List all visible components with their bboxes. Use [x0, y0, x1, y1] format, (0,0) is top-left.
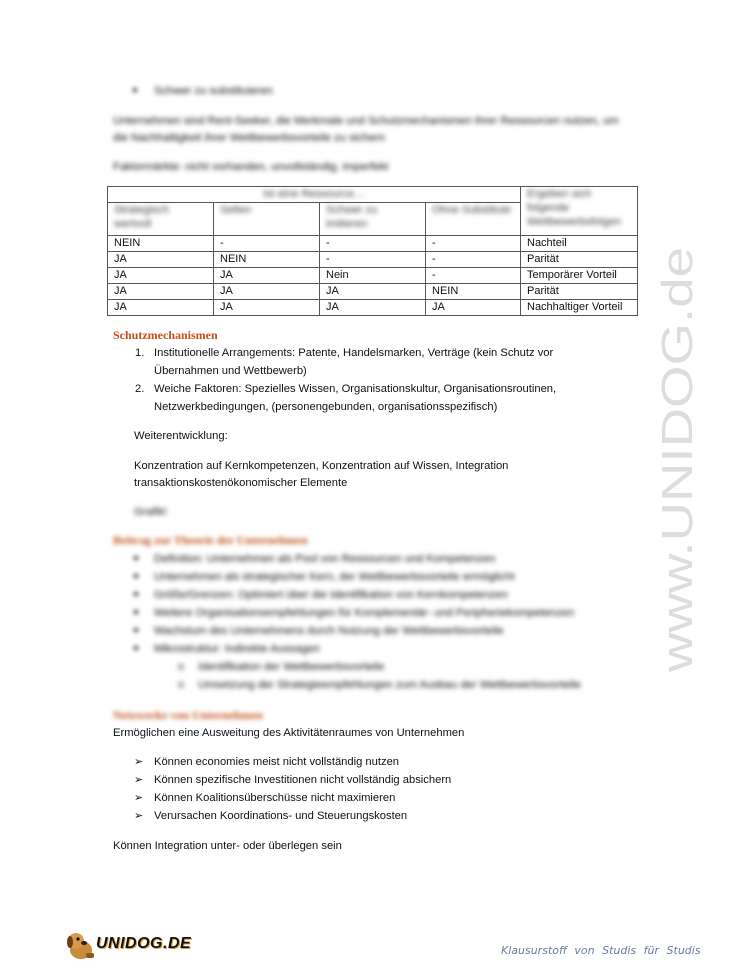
list-item: ➢ Verursachen Koordinations- und Steuerungskosten — [134, 807, 451, 825]
netzwerke-arrow-list — [134, 753, 451, 825]
table-header-col: Schwer zu imitieren — [320, 203, 426, 236]
watermark-text: www.UNIDOG.de — [653, 329, 702, 672]
arrow-bullet-icon: ➢ — [134, 756, 144, 768]
list-item: Definition: Unternehmen als Pool von Ressourcen und Kompetenzen — [134, 550, 581, 568]
table-cell: Nachteil — [521, 236, 638, 252]
table-cell: Nachhaltiger Vorteil — [521, 300, 638, 316]
watermark — [626, 240, 716, 680]
resource-table — [107, 186, 638, 316]
table-cell: - — [320, 236, 426, 252]
list-item: Weitere Organisationsempfehlungen für Komplementär- und Peripheriekompetenzen — [134, 604, 581, 622]
unidog-logo — [64, 928, 194, 962]
table-cell: - — [426, 268, 521, 284]
table-cell: Parität — [521, 284, 638, 300]
table-cell: JA — [214, 284, 320, 300]
blurred-factor-markets: Faktormärkte: nicht vorhanden, unvollständig, imperfekt — [113, 161, 389, 173]
sub-list-item: Identifikation der Wettbewerbsvorteile — [134, 658, 581, 676]
table-cell: - — [214, 236, 320, 252]
table-cell: JA — [108, 268, 214, 284]
table-header-col: Ohne Substitute — [426, 203, 521, 236]
table-row — [108, 252, 638, 268]
weiterentwicklung-label: Weiterentwicklung: — [134, 430, 228, 442]
blurred-bullet-item: Schwer zu substituieren — [134, 82, 273, 100]
beitrag-bullet-list — [134, 550, 581, 694]
footer-tagline: Klausurstoff von Studis für Studis — [501, 944, 701, 957]
arrow-bullet-icon: ➢ — [134, 810, 144, 822]
arrow-bullet-icon: ➢ — [134, 774, 144, 786]
table-cell: NEIN — [426, 284, 521, 300]
table-row — [108, 284, 638, 300]
table-cell: JA — [108, 300, 214, 316]
table-header-col: Strategisch wertvoll — [108, 203, 214, 236]
dog-mascot-icon — [64, 928, 98, 962]
table-cell: JA — [320, 284, 426, 300]
table-header-group: Ist eine Ressource… — [108, 187, 521, 203]
table-row — [108, 300, 638, 316]
arrow-bullet-icon: ➢ — [134, 792, 144, 804]
section-heading-netzwerke: Netzwerke von Unternehmen — [113, 708, 263, 722]
blurred-paragraph-line-2: die Nachhaltigkeit ihrer Wettbewerbsvorteile zu sichern — [113, 132, 386, 144]
weiterentwicklung-line: Konzentration auf Kernkompetenzen, Konzentration auf Wissen, Integration — [134, 460, 509, 472]
table-cell: Temporärer Vorteil — [521, 268, 638, 284]
table-cell: Nein — [320, 268, 426, 284]
list-item: Wachstum des Unternehmens durch Nutzung der Wettbewerbsvorteile — [134, 622, 581, 640]
list-item-line: Institutionelle Arrangements: Patente, Handelsmarken, Verträge (kein Schutz vor — [154, 347, 554, 359]
section-heading-beitrag: Beitrag zur Theorie der Unternehmen — [113, 533, 308, 547]
list-item: Größe/Grenzen: Optimiert über die Identifikation von Kernkompetenzen — [134, 586, 581, 604]
table-cell: JA — [108, 284, 214, 300]
list-item: ➢ Können spezifische Investitionen nicht vollständig absichern — [134, 771, 451, 789]
table-cell: - — [426, 236, 521, 252]
section-heading-schutzmechanismen: Schutzmechanismen — [113, 328, 218, 342]
table-header-col: Selten — [214, 203, 320, 236]
table-row — [108, 236, 638, 252]
list-item: ➢ Können economies meist nicht vollständig nutzen — [134, 753, 451, 771]
list-item-number: 2. — [135, 383, 145, 395]
list-item-number: 1. — [135, 347, 145, 359]
logo-text: UNIDOG.DE — [96, 935, 192, 952]
table-cell: Parität — [521, 252, 638, 268]
list-item-line: Übernahmen und Wettbewerb) — [154, 365, 307, 377]
table-cell: NEIN — [214, 252, 320, 268]
list-item: Unternehmen als strategischer Kern, der Wettbewerbsvorteile ermöglicht — [134, 568, 581, 586]
weiterentwicklung-line: transaktionskostenökonomischer Elemente — [134, 477, 348, 489]
table-cell: - — [426, 252, 521, 268]
list-item: Mikrostruktur: Indirekte Aussagen — [134, 640, 581, 658]
list-item-line: Netzwerkbedingungen, (personengebunden, organisationsspezifisch) — [154, 401, 498, 413]
blurred-paragraph-line-1: Unternehmen sind Rent-Seeker, die Merkmale und Schutzmechanismen ihrer Ressourcen nutzen, um — [113, 115, 619, 127]
grafik-note: Grafik! — [134, 506, 167, 518]
table-cell: - — [320, 252, 426, 268]
table-cell: JA — [426, 300, 521, 316]
table-cell: JA — [214, 300, 320, 316]
table-cell: JA — [214, 268, 320, 284]
table-cell: JA — [320, 300, 426, 316]
table-cell: NEIN — [108, 236, 214, 252]
sub-list-item: Umsetzung der Strategieempfehlungen zum Ausbau der Wettbewerbsvorteile — [134, 676, 581, 694]
list-item: ➢ Können Koalitionsüberschüsse nicht maximieren — [134, 789, 451, 807]
netzwerke-intro: Ermöglichen eine Ausweitung des Aktivitätenraumes von Unternehmen — [113, 727, 465, 739]
list-item-line: Weiche Faktoren: Spezielles Wissen, Organisationskultur, Organisationsroutinen, — [154, 383, 557, 395]
table-header-result: Ergeben sich folgende Wettbewerbsfolgen — [521, 187, 638, 236]
netzwerke-closing: Können Integration unter- oder überlegen sein — [113, 840, 342, 852]
table-cell: JA — [108, 252, 214, 268]
table-row — [108, 268, 638, 284]
